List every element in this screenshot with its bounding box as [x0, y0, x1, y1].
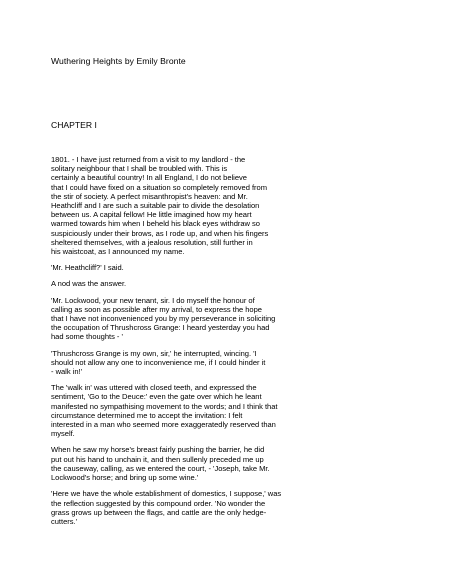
paragraph: [51, 489, 456, 526]
text-line: 1801. - I have just returned from a visit to my landlord - the: [51, 155, 246, 164]
text-line: put out his hand to unchain it, and then sullenly preceded me up: [51, 454, 264, 464]
text-line: sheltered themselves, with a jealous resolution, still further in: [51, 237, 253, 247]
text-line: his waistcoat, as I announced my name.: [51, 247, 185, 257]
chapter-heading: CHAPTER I: [51, 120, 97, 130]
text-line: 'Here we have the whole establishment of domestics, I suppose,' was: [51, 489, 282, 499]
text-line: 'Mr. Lockwood, your new tenant, sir. I do myself the honour of: [51, 295, 255, 305]
text-line: between us. A capital fellow! He little imagined how my heart: [51, 210, 252, 220]
text-line: The 'walk in' was uttered with closed teeth, and expressed the: [51, 383, 257, 393]
text-line: the occupation of Thrushcross Grange: I heard yesterday you had: [51, 323, 270, 333]
paragraph: [51, 296, 456, 342]
text-line: circumstance determined me to accept the invitation: I felt: [51, 410, 243, 420]
document-title: Wuthering Heights by Emily Bronte: [51, 56, 186, 66]
document-body: [51, 155, 456, 533]
text-line: 'Thrushcross Grange is my own, sir,' he interrupted, wincing. 'I: [51, 348, 257, 358]
text-line: the reflection suggested by this compound order. 'No wonder the: [51, 498, 266, 508]
text-line: solitary neighbour that I shall be troubled with. This is: [51, 164, 228, 174]
text-line: grass grows up between the flags, and cattle are the only hedge-: [51, 507, 267, 517]
paragraph: [51, 155, 456, 256]
text-line: that I could have fixed on a situation so completely removed from: [51, 182, 267, 192]
text-line: calling as soon as possible after my arrival, to express the hope: [51, 304, 262, 314]
text-line: certainly a beautiful country! In all England, I do not believe: [51, 173, 247, 183]
text-line: the stir of society. A perfect misanthropist's heaven: and Mr.: [51, 191, 248, 201]
text-line: the causeway, calling, as we entered the court, - 'Joseph, take Mr.: [51, 463, 270, 473]
paragraph: [51, 383, 456, 438]
text-line: should not allow any one to inconvenience me, if I could hinder it: [51, 357, 266, 367]
text-line: manifested no sympathising movement to the words; and I think that: [51, 401, 278, 411]
text-line: myself.: [51, 429, 75, 439]
text-line: A nod was the answer.: [51, 279, 127, 289]
text-line: suspiciously under their brows, as I rode up, and when his fingers: [51, 228, 269, 238]
text-line: sentiment, 'Go to the Deuce:' even the gate over which he leant: [51, 392, 262, 402]
text-line: When he saw my horse's breast fairly pushing the barrier, he did: [51, 445, 265, 455]
paragraph: [51, 445, 456, 482]
text-line: cutters.': [51, 516, 78, 526]
paragraph: [51, 349, 456, 377]
text-line: interested in a man who seemed more exaggeratedly reserved than: [51, 420, 276, 430]
text-line: that I have not inconvenienced you by my perseverance in soliciting: [51, 314, 276, 324]
text-line: Lockwood's horse; and bring up some wine.': [51, 473, 199, 483]
text-line: 'Mr. Heathcliff?' I said.: [51, 263, 124, 273]
text-line: Heathcliff and I are such a suitable pair to divide the desolation: [51, 201, 260, 211]
text-line: - walk in!': [51, 367, 82, 377]
paragraph: [51, 279, 456, 288]
paragraph: [51, 263, 456, 272]
text-line: warmed towards him when I beheld his black eyes withdraw so: [51, 219, 260, 229]
text-line: had some thoughts - ': [51, 332, 123, 342]
